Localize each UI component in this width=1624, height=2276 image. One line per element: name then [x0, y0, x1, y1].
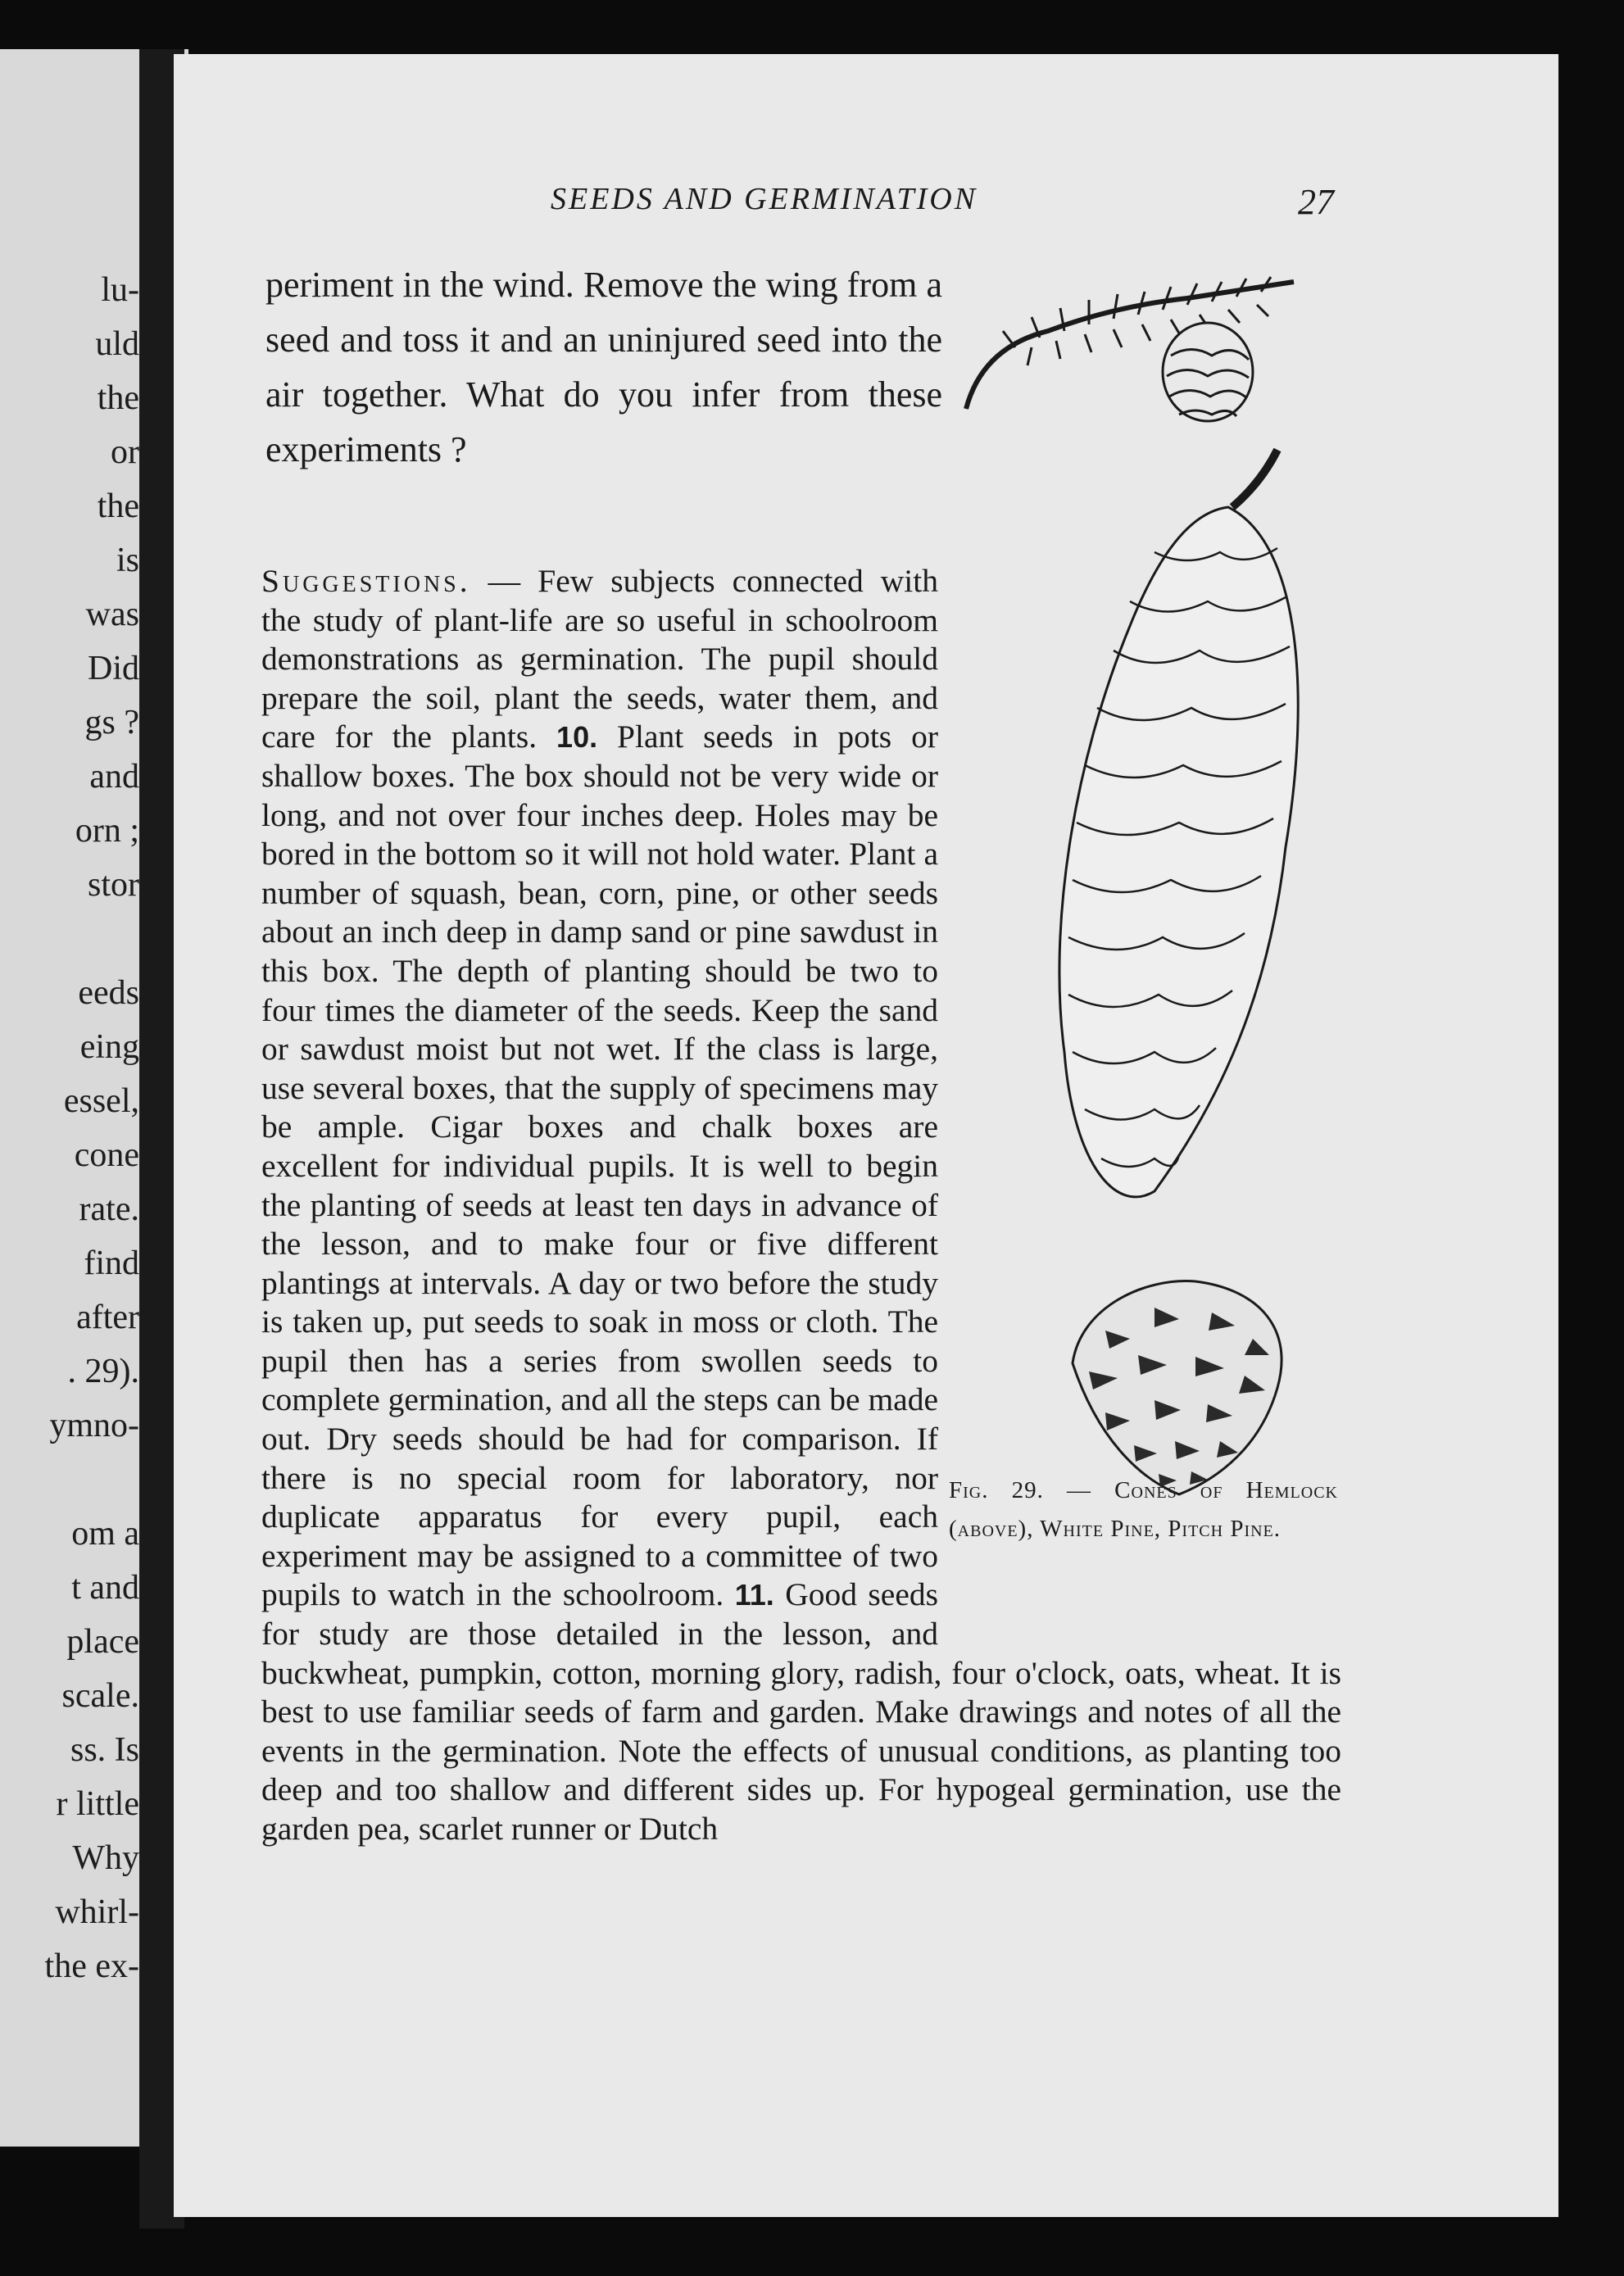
facing-page-line: cone	[74, 1136, 139, 1174]
facing-page-line: after	[76, 1299, 139, 1336]
hemlock-cone-drawing	[966, 277, 1294, 421]
facing-page-line: r little	[56, 1785, 139, 1823]
cones-illustration	[950, 274, 1359, 1511]
caption-label: Fig. 29.	[949, 1477, 1044, 1503]
facing-page-line: the ex-	[44, 1947, 139, 1985]
facing-page-line: find	[84, 1245, 139, 1282]
facing-page-line: lu-	[101, 271, 139, 309]
figure-caption	[949, 1471, 1338, 1548]
running-head: SEEDS AND GERMINATION	[551, 182, 978, 216]
facing-page-line: stor	[88, 866, 139, 904]
facing-page-line: t and	[71, 1569, 139, 1607]
facing-page-line: Why	[72, 1839, 139, 1877]
facing-page-line: was	[85, 596, 139, 633]
facing-page-line: the	[97, 487, 139, 525]
suggestions-text-2: Plant seeds in pots or shallow boxes. The box should not be very wide or long, and not over four inches deep. Holes may be bored in the bottom so it will not hold water. Plant a number of squash, bean, corn, pine, or other seeds about an inch deep in damp sand or pine sawdust in this box. The depth of planting should be two to four times the diameter of the seeds. Keep the sand or sawdust moist but not wet. If the class is large, use several boxes, that the supply of specimens may be ample. Cigar boxes and chalk boxes are excellent for individual pupils. It is well to begin the planting of seeds at least ten days in advance of the lesson, and to make four or five different plantings at intervals. A day or two before the study is taken up, put seeds to soak in moss or cloth. The pupil then has a series from swollen seeds to complete germination, and all the steps can be made out. Dry seeds should be had for comparison. If there is no special room for laboratory, nor duplicate apparatus for every pupil, each experiment may be assigned to a committee of two pupils to watch in the schoolroom.	[261, 719, 939, 1613]
facing-page-line: whirl-	[55, 1893, 139, 1931]
facing-page-line: gs ?	[84, 704, 139, 741]
caption-text: — Cones of Hemlock (above), White Pine, Pitch Pine.	[949, 1477, 1339, 1542]
facing-page-line: . 29).	[67, 1353, 139, 1390]
pitch-pine-cone-drawing	[1073, 1281, 1282, 1494]
facing-page-line: place	[66, 1623, 139, 1661]
suggestions-text-1: — Few subjects connected with the study of plant-life are so useful in schoolroom demonstrations as germination. The pupil should prepare the soil, plant the seeds, water them, and care for the plants.	[261, 563, 938, 755]
page-number: 27	[1298, 182, 1334, 222]
white-pine-cone-drawing	[1059, 450, 1298, 1197]
page-header	[174, 181, 1558, 230]
facing-page-line: ss. Is	[70, 1731, 139, 1769]
facing-page-line: or	[111, 433, 139, 471]
facing-page-line: ymno-	[49, 1407, 139, 1444]
facing-page-line: Did	[88, 650, 139, 687]
facing-page-line: eeds	[78, 974, 139, 1012]
facing-page-line: the	[97, 379, 139, 417]
facing-page-line: and	[89, 758, 139, 796]
section-number-11: 11.	[734, 1578, 774, 1612]
intro-paragraph: periment in the wind. Remove the wing from a seed and toss it and an uninjured seed into the air together. What do you infer from these experiments ?	[265, 265, 942, 469]
hemlock-cone-scales	[1163, 323, 1253, 421]
facing-page-line: essel,	[63, 1082, 139, 1120]
facing-page-line: is	[116, 542, 139, 579]
section-number-10: 10.	[556, 720, 598, 755]
facing-page-line: scale.	[61, 1677, 139, 1715]
facing-page-line: eing	[79, 1028, 139, 1066]
book-page	[174, 54, 1558, 2217]
facing-page-line: uld	[95, 325, 139, 363]
facing-page-line: om a	[71, 1515, 139, 1553]
suggestions-text-3: Good seeds for study are those detailed in the lesson, and buckwheat, pumpkin, cotton, morning glory, radish, four o'clock, oats, wheat. It is best to use familiar seeds of farm and garden. Make drawings and notes of all the events in the germination. Note the effects of unusual conditions, as planting too deep and too shallow and different sides up. For hypogeal germination, use the garden pea, scarlet runner or Dutch	[261, 1576, 1341, 1847]
facing-page-line: rate.	[79, 1190, 139, 1228]
facing-page-line: orn ;	[75, 812, 139, 850]
suggestions-lead: Suggestions.	[261, 563, 471, 599]
